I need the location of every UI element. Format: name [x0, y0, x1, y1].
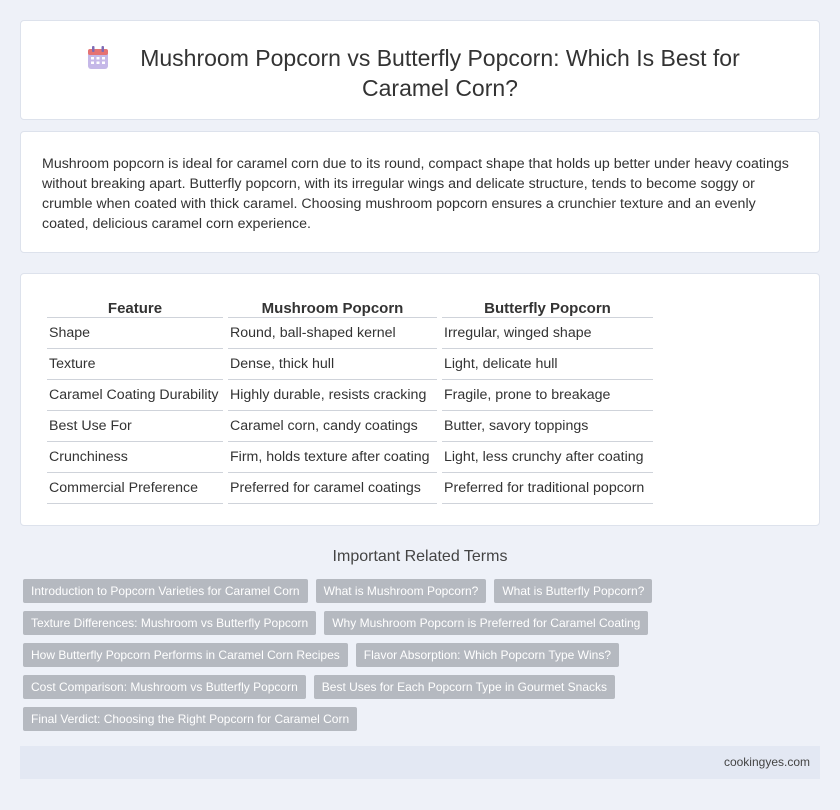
- related-term-tag[interactable]: Best Uses for Each Popcorn Type in Gourmet Snacks: [314, 675, 615, 699]
- table-row: [47, 318, 653, 349]
- header-butterfly: Butterfly Popcorn: [442, 294, 653, 318]
- related-term-tag[interactable]: How Butterfly Popcorn Performs in Caramel Corn Recipes: [23, 643, 348, 667]
- table-row: [47, 411, 653, 442]
- table-cell: Fragile, prone to breakage: [442, 380, 653, 411]
- title-card: [20, 20, 820, 120]
- table-header-row: [47, 294, 653, 318]
- table-cell: Butter, savory toppings: [442, 411, 653, 442]
- comparison-card: [20, 273, 820, 526]
- comparison-table: [42, 294, 658, 504]
- related-term-tag[interactable]: What is Mushroom Popcorn?: [316, 579, 487, 603]
- table-cell: Light, delicate hull: [442, 349, 653, 380]
- table-cell: Shape: [47, 318, 223, 349]
- table-cell: Commercial Preference: [47, 473, 223, 504]
- intro-card: [20, 131, 820, 253]
- related-term-tag[interactable]: Flavor Absorption: Which Popcorn Type Wins?: [356, 643, 619, 667]
- table-cell: Best Use For: [47, 411, 223, 442]
- header-mushroom: Mushroom Popcorn: [228, 294, 437, 318]
- related-terms-heading: Important Related Terms: [332, 548, 508, 565]
- table-cell: Firm, holds texture after coating: [228, 442, 437, 473]
- table-row: [47, 442, 653, 473]
- table-row: [47, 349, 653, 380]
- table-cell: Caramel Coating Durability: [47, 380, 223, 411]
- related-term-tag[interactable]: Cost Comparison: Mushroom vs Butterfly Popcorn: [23, 675, 306, 699]
- intro-paragraph: Mushroom popcorn is ideal for caramel corn due to its round, compact shape that holds up better under heavy coatings without breaking apart. Butterfly popcorn, with its irregular wings and delicate structure, tends to become soggy or crumble when coated with thick caramel. Choosing mushroom popcorn ensures a crunchier texture and an evenly coated, delicious caramel corn experience.: [42, 156, 789, 232]
- table-row: [47, 473, 653, 504]
- table-cell: Crunchiness: [47, 442, 223, 473]
- footer-site-link[interactable]: cookingyes.com: [723, 755, 810, 769]
- related-term-tag[interactable]: Final Verdict: Choosing the Right Popcorn for Caramel Corn: [23, 707, 357, 731]
- table-cell: Light, less crunchy after coating: [442, 442, 653, 473]
- table-row: [47, 380, 653, 411]
- page-title: Mushroom Popcorn vs Butterfly Popcorn: Which Is Best for Caramel Corn?: [140, 45, 740, 101]
- related-term-tag[interactable]: Why Mushroom Popcorn is Preferred for Caramel Coating: [324, 611, 648, 635]
- related-term-tag[interactable]: Introduction to Popcorn Varieties for Caramel Corn: [23, 579, 308, 603]
- related-terms-list: [23, 579, 683, 731]
- table-cell: Texture: [47, 349, 223, 380]
- footer: [20, 746, 820, 779]
- header-feature: Feature: [47, 294, 223, 318]
- related-term-tag[interactable]: What is Butterfly Popcorn?: [494, 579, 652, 603]
- table-cell: Caramel corn, candy coatings: [228, 411, 437, 442]
- table-cell: Highly durable, resists cracking: [228, 380, 437, 411]
- table-cell: Irregular, winged shape: [442, 318, 653, 349]
- table-cell: Preferred for traditional popcorn: [442, 473, 653, 504]
- related-term-tag[interactable]: Texture Differences: Mushroom vs Butterfly Popcorn: [23, 611, 316, 635]
- table-cell: Dense, thick hull: [228, 349, 437, 380]
- table-cell: Round, ball-shaped kernel: [228, 318, 437, 349]
- table-cell: Preferred for caramel coatings: [228, 473, 437, 504]
